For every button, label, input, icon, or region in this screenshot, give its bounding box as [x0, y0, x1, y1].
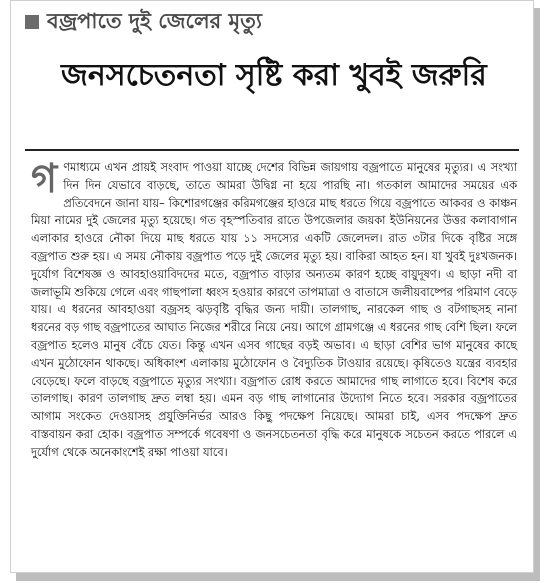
- article-card: [10, 0, 534, 573]
- kicker-text: বজ্রপাতে দুই জেলের মৃত্যু: [47, 8, 263, 33]
- article-body: [31, 156, 517, 462]
- square-bullet-icon: [25, 15, 39, 29]
- kicker: [25, 7, 262, 37]
- drop-cap: গ: [31, 156, 58, 202]
- headline: জনসচেতনতা সৃষ্টি করা খুবই জরুরি: [61, 58, 487, 93]
- article-body-text: ণমাধ্যমে এখন প্রায়ই সংবাদ পাওয়া যাচ্ছে দেশের বিভিন্ন জায়গায় বজ্রপাতে মানুষের মৃত্যুর। এ সংখ্যা দিন দিন যেভাবে বাড়ছে, তাতে আমরা উদ্বিগ্ন না হয়ে পারছি না। গতকাল আমাদের সময়ের এক প্রতিবেদনে জানা যায়– কিশোরগঞ্জের করিমগঞ্জের হাওরে মাছ ধরতে গিয়ে বজ্রপাতে আকবর ও কাঞ্চন মিয়া নামের দুই জেলের মৃত্যু হয়েছে। গত বৃহস্পতিবার রাতে উপজেলার জয়কা ইউনিয়নের উত্তর কলাবাগান এলাকার হাওরে নৌকা দিয়ে মাছ ধরতে যায় ১১ সদস্যের একটি জেলেদল। রাত ৩টার দিকে বৃষ্টির সঙ্গে বজ্রপাত শুরু হয়। এ সময় নৌকায় বজ্রপাত পড়ে দুই জেলের মৃত্যু হয়। বাকিরা আহত হন। যা খুবই দুঃখজনক। দুর্যোগ বিশেষজ্ঞ ও আবহাওয়াবিদদের মতে, বজ্রপাত বাড়ার অন্যতম কারণ হচ্ছে বায়ুদূষণ। এ ছাড়া নদী বা জলাভূমি শুকিয়ে গেলে এবং গাছপালা ধ্বংস হওয়ার কারণে তাপমাত্রা ও বাতাসে জলীয়বাষ্পের পরিমাণ বেড়ে যায়। এ ধরনের আবহাওয়া বজ্রসহ ঝড়বৃষ্টি বৃদ্ধির জন্য দায়ী। তালগাছ, নারকেল গাছ ও বটগাছসহ নানা ধরনের বড় গাছ বজ্রপাতের আঘাত নিজের শরীরে নিয়ে নেয়। আগে গ্রামগঞ্জে এ ধরনের গাছ বেশি ছিল। ফলে বজ্রপাত হলেও মানুষ বেঁচে যেত। কিন্তু এখন এসব গাছের বড়ই অভাব। এ ছাড়া বেশির ভাগ মানুষের কাছে এখন মুঠোফোন থাকছে। অধিকাংশ এলাকায় মুঠোফোন ও বৈদ্যুতিক টাওয়ার রয়েছে। কৃষিতেও যন্ত্রের ব্যবহার বেড়েছে। ফলে বাড়ছে বজ্রপাতে মৃত্যুর সংখ্যা। বজ্রপাত রোধ করতে আমাদের গাছ লাগাতে হবে। বিশেষ করে তালগাছ। কারণ তালগাছ দ্রুত লম্বা হয়। এমন বড় গাছ লাগানোর উদ্যোগ নিতে হবে। সরকার বজ্রপাতের আগাম সংকেত দেওয়াসহ প্রযুক্তিনির্ভর আরও কিছু পদক্ষেপ নিয়েছে। আমরা চাই, এসব পদক্ষেপ দ্রুত বাস্তবায়ন করা হোক। বজ্রপাত সম্পর্কে গবেষণা ও জনসচেতনতা বৃদ্ধি করে মানুষকে সচেতন করতে পারলে এ দুর্যোগ থেকে অনেকাংশেই রক্ষা পাওয়া যাবে।: [31, 161, 517, 459]
- divider: [25, 149, 519, 151]
